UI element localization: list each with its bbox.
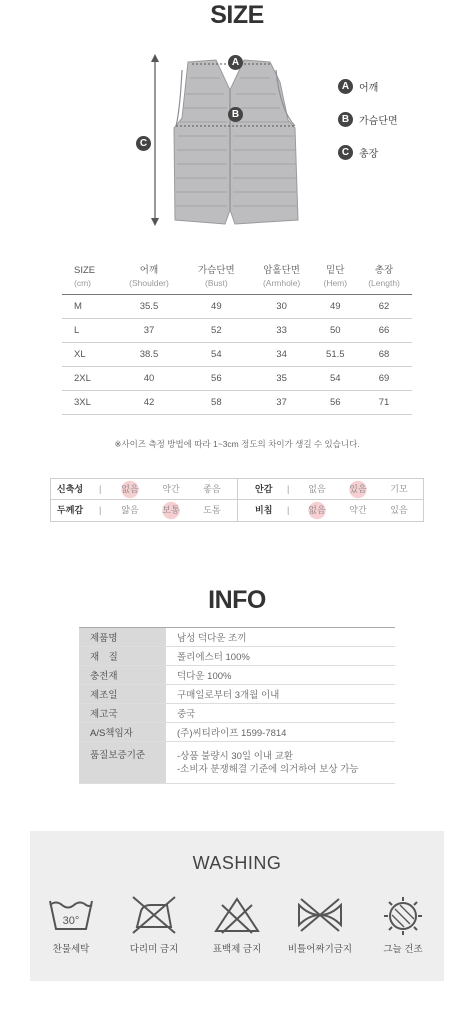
attr-separator: | bbox=[287, 484, 290, 494]
info-value: 남성 덕다운 조끼 bbox=[166, 628, 395, 647]
info-value-line: -상품 불량시 30일 이내 교환 bbox=[177, 750, 294, 762]
header-armhole: 암홀단면 (Armhole) bbox=[249, 260, 315, 294]
table-row: 2XL 40 56 35 54 69 bbox=[62, 366, 412, 390]
attr-divider bbox=[237, 479, 238, 521]
attr-option: 기모 bbox=[390, 484, 408, 494]
legend-label: 총장 bbox=[359, 148, 379, 160]
table-row: M 35.5 49 30 49 62 bbox=[62, 294, 412, 318]
info-key: 충전재 bbox=[79, 666, 166, 685]
info-row bbox=[79, 647, 395, 666]
table-row: 3XL 42 58 37 56 71 bbox=[62, 390, 412, 414]
info-row bbox=[79, 628, 395, 647]
attr-separator: | bbox=[287, 505, 290, 515]
washing-panel bbox=[30, 831, 444, 981]
info-value-line: -소비자 분쟁해결 기준에 의거하여 보상 가능 bbox=[177, 763, 359, 775]
info-key: 품질보증기준 bbox=[79, 742, 166, 784]
legend-label: 가슴단면 bbox=[359, 115, 398, 127]
info-value: (주)씨티라이프 1599-7814 bbox=[166, 723, 395, 742]
wash-label: 다리미 금지 bbox=[129, 944, 179, 955]
attr-option: 있음 bbox=[390, 505, 408, 515]
attr-option: 없음 bbox=[300, 500, 334, 521]
wash-item bbox=[368, 895, 438, 955]
attr-option: 있음 bbox=[341, 479, 375, 500]
attr-separator: | bbox=[99, 505, 102, 515]
washing-title: WASHING bbox=[192, 853, 282, 873]
wash-item bbox=[202, 895, 272, 955]
legend-marker-b: B bbox=[338, 112, 353, 127]
hand-wash-30-icon bbox=[46, 895, 96, 935]
wash-label: 찬물세탁 bbox=[52, 944, 90, 955]
info-key: 제조일 bbox=[79, 685, 166, 704]
legend-shoulder bbox=[338, 78, 378, 94]
legend-bust bbox=[338, 111, 398, 127]
attr-label-thickness: 두께감 bbox=[57, 505, 84, 515]
wash-item bbox=[285, 895, 355, 955]
size-title: SIZE bbox=[210, 1, 264, 29]
shade-dry-icon bbox=[378, 895, 428, 935]
attr-option: 약간 bbox=[162, 484, 180, 494]
header-bust: 가슴단면 (Bust) bbox=[184, 260, 249, 294]
legend-label: 어깨 bbox=[359, 82, 379, 94]
attr-option: 좋음 bbox=[203, 484, 221, 494]
wash-label: 그늘 건조 bbox=[383, 944, 423, 955]
info-value: 덕다운 100% bbox=[166, 666, 395, 685]
wash-item bbox=[119, 895, 189, 955]
info-table bbox=[79, 627, 395, 784]
attribute-grid bbox=[50, 478, 424, 522]
wash-temp-label: 30° bbox=[62, 915, 80, 927]
no-iron-icon bbox=[129, 895, 179, 935]
legend-marker-c: C bbox=[338, 145, 353, 160]
info-key: 제고국 bbox=[79, 704, 166, 723]
marker-c: C bbox=[136, 136, 151, 151]
marker-b: B bbox=[228, 107, 243, 122]
attr-label-lining: 안감 bbox=[255, 484, 273, 494]
wash-label: 표백제 금지 bbox=[212, 944, 262, 955]
info-row bbox=[79, 742, 395, 784]
table-row: L 37 52 33 50 66 bbox=[62, 318, 412, 342]
header-shoulder: 어깨 (Shoulder) bbox=[114, 260, 184, 294]
attr-option: 도톰 bbox=[203, 505, 221, 515]
info-value: 중국 bbox=[166, 704, 395, 723]
info-title: INFO bbox=[208, 586, 266, 614]
info-value: 구매일로부터 3개월 이내 bbox=[166, 685, 395, 704]
attr-separator: | bbox=[99, 484, 102, 494]
table-row: XL 38.5 54 34 51.5 68 bbox=[62, 342, 412, 366]
size-note: ※사이즈 측정 방법에 따라 1~3cm 정도의 차이가 생길 수 있습니다. bbox=[114, 439, 360, 449]
wash-item bbox=[36, 895, 106, 955]
no-wring-icon bbox=[295, 895, 345, 935]
info-key: 제품명 bbox=[79, 628, 166, 647]
no-bleach-icon bbox=[212, 895, 262, 935]
legend-length bbox=[338, 144, 378, 160]
attr-label-sheerness: 비침 bbox=[255, 505, 273, 515]
legend-marker-a: A bbox=[338, 79, 353, 94]
attr-option: 없음 bbox=[113, 479, 147, 500]
info-row bbox=[79, 704, 395, 723]
attr-label-elasticity: 신축성 bbox=[57, 484, 84, 494]
info-key: 재 질 bbox=[79, 647, 166, 666]
vest-illustration bbox=[130, 50, 320, 230]
wash-label: 비틀어짜기금지 bbox=[287, 944, 353, 955]
attr-option: 없음 bbox=[308, 484, 326, 494]
attr-option: 얇음 bbox=[121, 505, 139, 515]
header-size: SIZE (cm) bbox=[62, 260, 114, 294]
size-table-header bbox=[62, 260, 412, 294]
attr-option: 보통 bbox=[154, 500, 188, 521]
attr-option: 약간 bbox=[349, 505, 367, 515]
header-length: 총장 (Length) bbox=[356, 260, 412, 294]
size-table bbox=[62, 260, 412, 415]
info-key: A/S책임자 bbox=[79, 723, 166, 742]
vest-diagram bbox=[130, 50, 320, 230]
info-row bbox=[79, 723, 395, 742]
info-row bbox=[79, 685, 395, 704]
info-value bbox=[166, 742, 395, 784]
marker-a: A bbox=[228, 55, 243, 70]
info-row bbox=[79, 666, 395, 685]
info-value: 폴리에스터 100% bbox=[166, 647, 395, 666]
header-hem: 밑단 (Hem) bbox=[314, 260, 356, 294]
